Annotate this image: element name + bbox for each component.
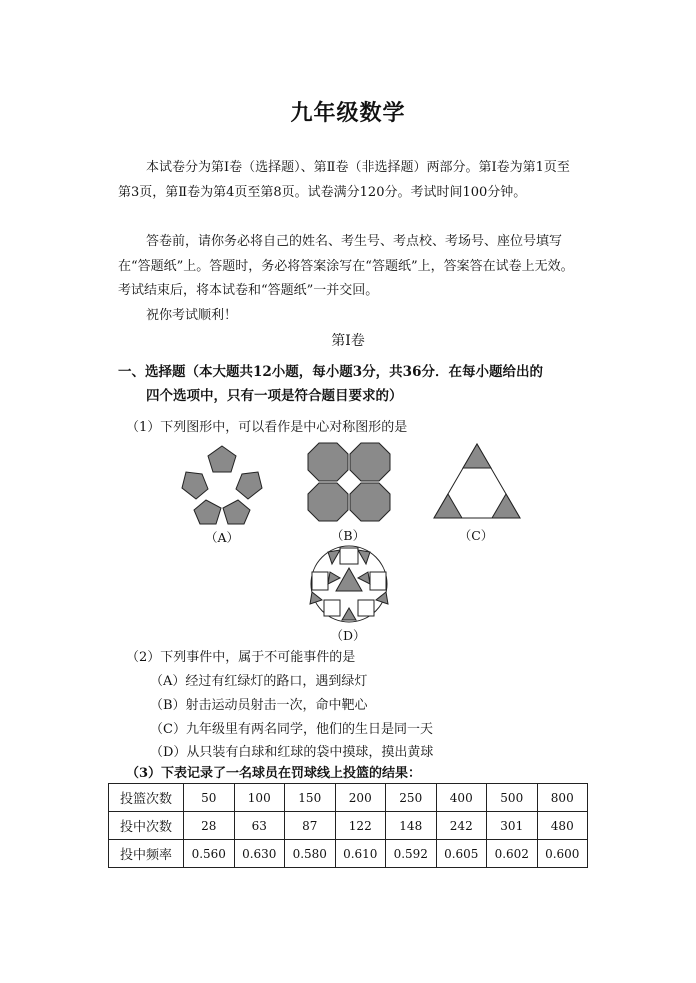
intro-paragraph-1 — [118, 156, 578, 205]
table-row-header: 投篮次数 — [109, 784, 184, 812]
intro-text-1: 本试卷分为第Ⅰ卷（选择题）、第Ⅱ卷（非选择题）两部分。第Ⅰ卷为第1页至第3页，第Ⅱ卷为第4页至第8页。试卷满分120分。考试时间100分钟。 — [118, 160, 570, 200]
part1-heading — [118, 360, 588, 408]
table-row — [109, 840, 588, 868]
section-title: 第Ⅰ卷 — [331, 333, 365, 349]
table-cell: 301 — [487, 812, 538, 840]
figure-c-triangle — [432, 442, 522, 520]
table-cell: 50 — [184, 784, 235, 812]
question-2-option-c: （C）九年级里有两名同学，他们的生日是同一天 — [150, 722, 433, 737]
part1-heading-line1: 一、选择题（本大题共12小题，每小题3分，共36分．在每小题给出的 — [118, 364, 543, 380]
results-table — [108, 783, 588, 868]
table-cell: 200 — [335, 784, 386, 812]
table-cell: 242 — [436, 812, 487, 840]
table-row — [109, 812, 588, 840]
figure-c-label: （C） — [458, 528, 494, 543]
question-2-option-b: （B）射击运动员射击一次，命中靶心 — [150, 698, 368, 713]
table-cell: 0.592 — [386, 840, 437, 868]
question-3: （3）下表记录了一名球员在罚球线上投篮的结果： — [126, 766, 422, 781]
figure-d-circle — [306, 544, 392, 624]
table-cell: 800 — [537, 784, 588, 812]
table-cell: 500 — [487, 784, 538, 812]
question-2-option-a: （A）经过有红绿灯的路口，遇到绿灯 — [150, 674, 368, 689]
table-cell: 63 — [234, 812, 285, 840]
table-row-header: 投中次数 — [109, 812, 184, 840]
table-row-header: 投中频率 — [109, 840, 184, 868]
intro-text-2: 答卷前，请你务必将自己的姓名、考生号、考点校、考场号、座位号填写在“答题纸”上。答题时，务必将答案涂写在“答题纸”上，答案答在试卷上无效。考试结束后，将本试卷和“答题纸”一并交回。 — [118, 234, 574, 298]
table-row — [109, 784, 588, 812]
page-title: 九年级数学 — [290, 101, 406, 126]
table-cell: 122 — [335, 812, 386, 840]
table-cell: 0.600 — [537, 840, 588, 868]
table-cell: 0.610 — [335, 840, 386, 868]
table-cell: 0.605 — [436, 840, 487, 868]
figure-d-label: （D） — [330, 628, 366, 643]
table-cell: 0.602 — [487, 840, 538, 868]
question-1: （1）下列图形中，可以看作是中心对称图形的是 — [126, 420, 408, 435]
figure-a-pentagons — [176, 442, 268, 528]
table-cell: 0.580 — [285, 840, 336, 868]
table-cell: 400 — [436, 784, 487, 812]
table-cell: 28 — [184, 812, 235, 840]
results-table-body — [109, 784, 588, 868]
intro-paragraph-2 — [118, 230, 578, 304]
table-cell: 250 — [386, 784, 437, 812]
intro-paragraph-3 — [118, 304, 578, 329]
figure-b-label: （B） — [330, 528, 366, 543]
table-cell: 0.560 — [184, 840, 235, 868]
intro-text-3: 祝你考试顺利！ — [146, 308, 238, 323]
table-cell: 148 — [386, 812, 437, 840]
figure-b-octagons — [306, 442, 392, 522]
table-cell: 100 — [234, 784, 285, 812]
table-cell: 87 — [285, 812, 336, 840]
table-cell: 480 — [537, 812, 588, 840]
question-2-option-d: （D）从只装有白球和红球的袋中摸球，摸出黄球 — [150, 745, 434, 760]
question-2: （2）下列事件中，属于不可能事件的是 — [126, 650, 356, 665]
table-cell: 0.630 — [234, 840, 285, 868]
part1-heading-line2: 四个选项中，只有一项是符合题目要求的） — [146, 388, 403, 404]
figure-a-label: （A） — [204, 530, 240, 545]
table-cell: 150 — [285, 784, 336, 812]
